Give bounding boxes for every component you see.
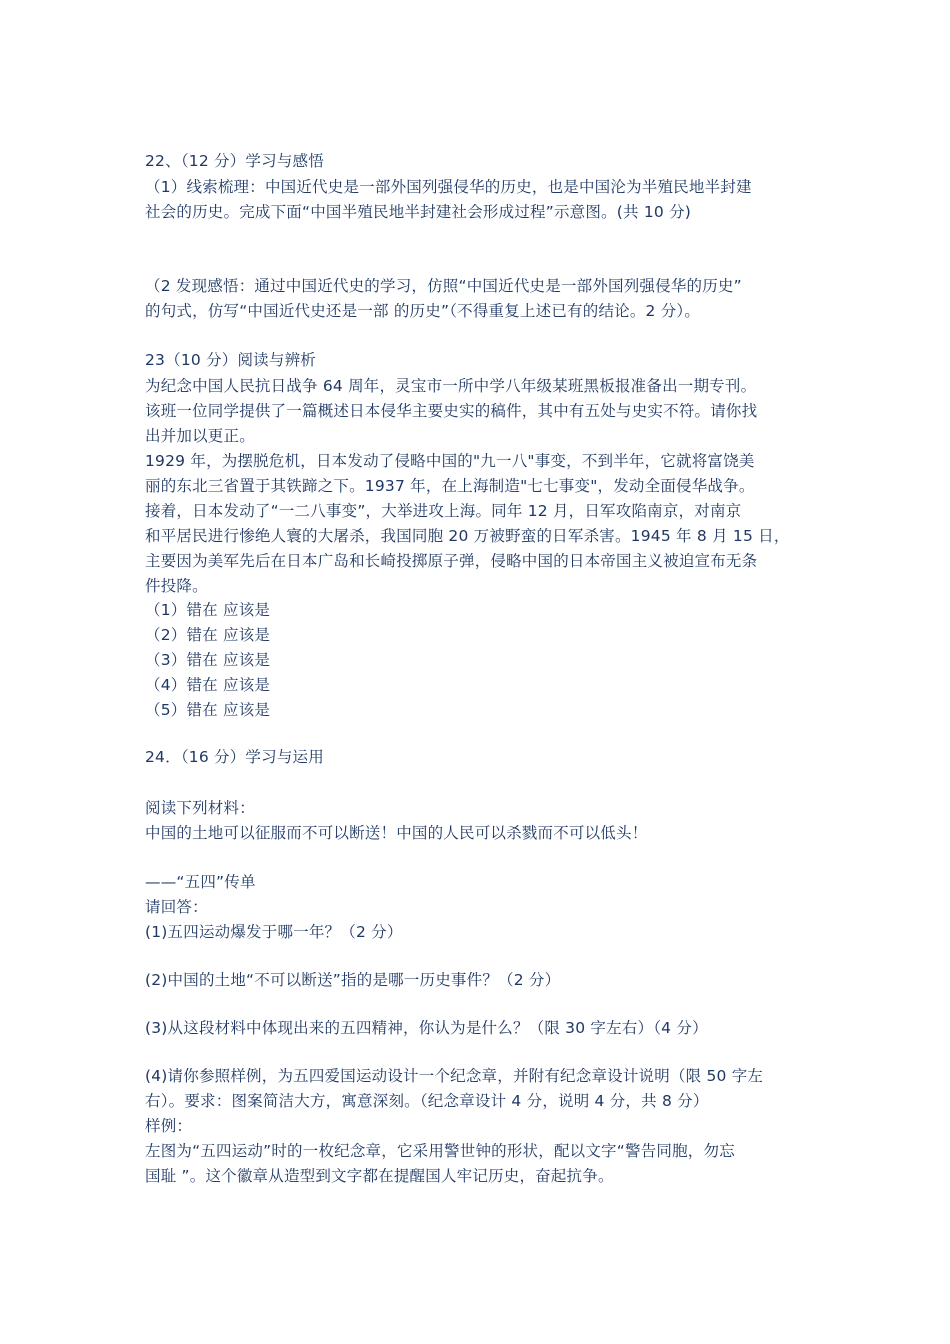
q24-sub3: (3)从这段材料中体现出来的五四精神，你认为是什么？（限 30 字左右）（4 分） (145, 1019, 708, 1037)
q22-part2-line1: （2 发现感悟：通过中国近代史的学习，仿照“中国近代史是一部外国列强侵华的历史” (145, 277, 742, 295)
q23-text-line2: 丽的东北三省置于其铁蹄之下。1937 年，在上海制造"七七事变"，发动全面侵华战争。 (145, 477, 755, 495)
q24-quote: 中国的土地可以征服而不可以断送！中国的人民可以杀戮而不可以低头！ (145, 824, 648, 842)
q22-heading: 22、（12 分）学习与感悟 (145, 152, 324, 170)
q23-text-line4: 和平居民进行惨绝人寰的大屠杀，我国同胞 20 万被野蛮的日军杀害。1945 年 8 月 15 日， (145, 527, 790, 545)
q24-example-line1: 左图为“五四运动”时的一枚纪念章，它采用警世钟的形状，配以文字“警告同胞，勿忘 (145, 1142, 735, 1160)
q23-intro-line2: 该班一位同学提供了一篇概述日本侵华主要史实的稿件，其中有五处与史实不符。请你找 (145, 402, 758, 420)
q24-read-label: 阅读下列材料： (145, 799, 255, 817)
q23-answer-5: （5）错在 应该是 (145, 701, 271, 719)
q23-heading: 23（10 分）阅读与辨析 (145, 351, 316, 369)
q23-text-line1: 1929 年，为摆脱危机，日本发动了侵略中国的"九一八"事变，不到半年，它就将富饶美 (145, 452, 755, 470)
q23-intro-line3: 出并加以更正。 (145, 427, 255, 445)
q24-example-label: 样例： (145, 1117, 193, 1135)
q24-sub2: (2)中国的土地“不可以断送”指的是哪一历史事件？（2 分） (145, 971, 561, 989)
q24-prompt: 请回答： (145, 898, 208, 916)
q24-sub4-line2: 右）。要求：图案简洁大方，寓意深刻。（纪念章设计 4 分，说明 4 分，共 8 分） (145, 1092, 709, 1110)
q23-text-line3: 接着，日本发动了“一二八事变”，大举进攻上海。同年 12 月，日军攻陷南京，对南京 (145, 502, 742, 520)
q23-answer-4: （4）错在 应该是 (145, 676, 271, 694)
q24-source: ——“五四”传单 (145, 873, 256, 891)
q23-answer-3: （3）错在 应该是 (145, 651, 271, 669)
q23-answer-2: （2）错在 应该是 (145, 626, 271, 644)
q23-text-line6: 件投降。 (145, 577, 208, 595)
q22-part2-line2: 的句式，仿写“中国近代史还是一部 的历史”（不得重复上述已有的结论。2 分）。 (145, 302, 701, 320)
q24-sub1: (1)五四运动爆发于哪一年？（2 分） (145, 923, 403, 941)
q24-heading: 24．（16 分）学习与运用 (145, 748, 324, 766)
q24-sub4-line1: (4)请你参照样例，为五四爱国运动设计一个纪念章，并附有纪念章设计说明（限 50 字左 (145, 1067, 764, 1085)
q24-example-line2: 国耻 ”。这个徽章从造型到文字都在提醒国人牢记历史，奋起抗争。 (145, 1167, 614, 1185)
q23-text-line5: 主要因为美军先后在日本广岛和长崎投掷原子弹，侵略中国的日本帝国主义被迫宣布无条 (145, 552, 758, 570)
q23-intro-line1: 为纪念中国人民抗日战争 64 周年，灵宝市一所中学八年级某班黑板报准备出一期专刊。 (145, 377, 757, 395)
q23-answer-1: （1）错在 应该是 (145, 601, 271, 619)
q22-part1-line2: 社会的历史。完成下面“中国半殖民地半封建社会形成过程”示意图。(共 10 分) (145, 203, 692, 221)
q22-part1-line1: （1）线索梳理：中国近代史是一部外国列强侵华的历史，也是中国沦为半殖民地半封建 (145, 178, 752, 196)
